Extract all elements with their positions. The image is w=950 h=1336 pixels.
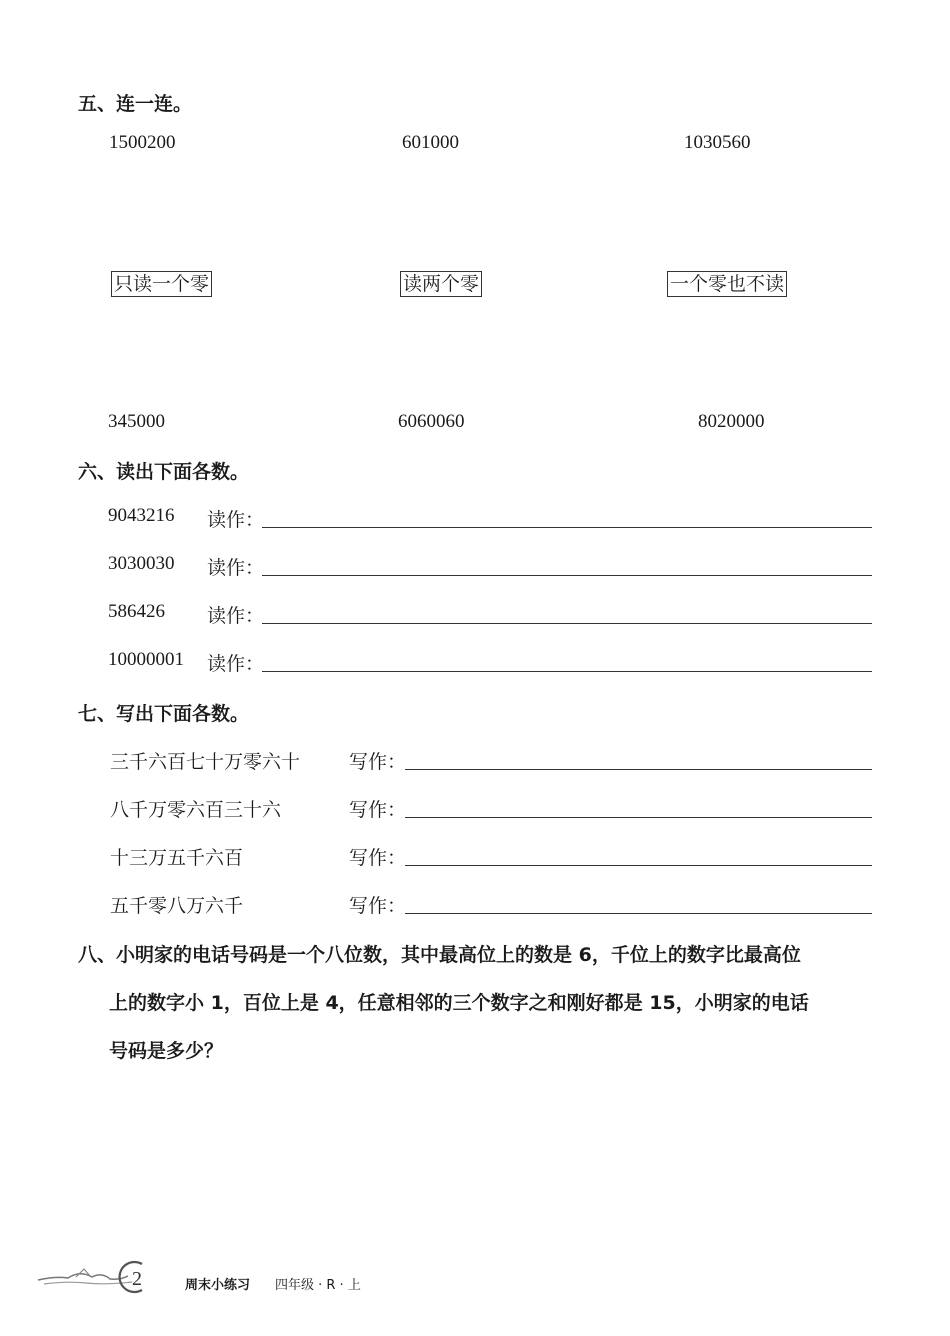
write-item-1-answer-line[interactable] bbox=[405, 769, 872, 770]
section-7-heading: 七、写出下面各数。 bbox=[78, 703, 250, 725]
footer-mountain-ornament-icon bbox=[36, 1258, 166, 1298]
match-box-read-two-zeros: 读两个零 bbox=[400, 271, 482, 297]
read-item-1-label: 读作： bbox=[207, 509, 265, 531]
read-item-2-number: 3030030 bbox=[108, 553, 175, 574]
read-item-1-number: 9043216 bbox=[108, 505, 175, 526]
write-item-2-answer-line[interactable] bbox=[405, 817, 872, 818]
write-item-4-answer-line[interactable] bbox=[405, 913, 872, 914]
section-6-heading: 六、读出下面各数。 bbox=[78, 461, 250, 483]
read-item-3-label: 读作： bbox=[207, 605, 265, 627]
bottom-number-3: 8020000 bbox=[698, 411, 765, 432]
write-item-4-words: 五千零八万六千 bbox=[110, 895, 244, 917]
write-item-2-words: 八千万零六百三十六 bbox=[110, 799, 282, 821]
write-item-3-answer-line[interactable] bbox=[405, 865, 872, 866]
write-item-2-label: 写作： bbox=[349, 799, 407, 821]
write-item-3-label: 写作： bbox=[349, 847, 407, 869]
read-item-3-number: 586426 bbox=[108, 601, 165, 622]
section-8-line-3: 号码是多少？ bbox=[109, 1040, 224, 1062]
section-8-line-1: 八、小明家的电话号码是一个八位数，其中最高位上的数是 6，千位上的数字比最高位 bbox=[78, 944, 801, 966]
read-item-1-answer-line[interactable] bbox=[262, 527, 872, 528]
write-item-4-label: 写作： bbox=[349, 895, 407, 917]
page-number: 2 bbox=[132, 1268, 142, 1290]
footer-series-title: 周末小练习 bbox=[185, 1278, 251, 1293]
read-item-2-answer-line[interactable] bbox=[262, 575, 872, 576]
footer-grade: 四年级 · R · 上 bbox=[275, 1278, 361, 1293]
section-5-heading: 五、连一连。 bbox=[78, 93, 193, 115]
match-box-read-no-zero: 一个零也不读 bbox=[667, 271, 787, 297]
write-item-1-words: 三千六百七十万零六十 bbox=[110, 751, 301, 773]
read-item-4-answer-line[interactable] bbox=[262, 671, 872, 672]
section-8-line-2: 上的数字小 1，百位上是 4，任意相邻的三个数字之和刚好都是 15，小明家的电话 bbox=[109, 992, 809, 1014]
write-item-1-label: 写作： bbox=[349, 751, 407, 773]
top-number-2: 601000 bbox=[402, 132, 459, 153]
match-box-read-one-zero: 只读一个零 bbox=[111, 271, 212, 297]
top-number-1: 1500200 bbox=[109, 132, 176, 153]
read-item-3-answer-line[interactable] bbox=[262, 623, 872, 624]
write-item-3-words: 十三万五千六百 bbox=[110, 847, 244, 869]
read-item-4-label: 读作： bbox=[207, 653, 265, 675]
bottom-number-1: 345000 bbox=[108, 411, 165, 432]
bottom-number-2: 6060060 bbox=[398, 411, 465, 432]
top-number-3: 1030560 bbox=[684, 132, 751, 153]
read-item-4-number: 10000001 bbox=[108, 649, 184, 670]
read-item-2-label: 读作： bbox=[207, 557, 265, 579]
